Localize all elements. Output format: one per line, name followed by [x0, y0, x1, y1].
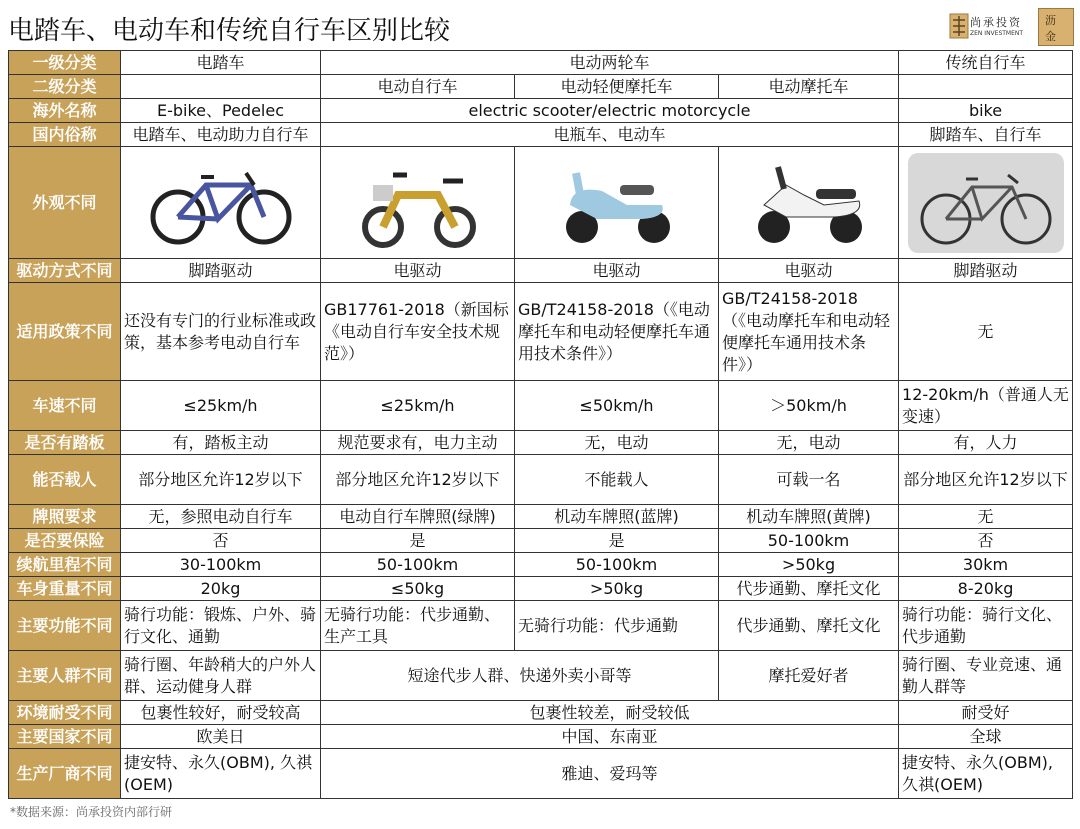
- table-cell: 电驱动: [515, 259, 719, 283]
- table-cell: 是: [515, 529, 719, 553]
- table-cell: 可载一名: [719, 455, 899, 505]
- light-electric-moped-icon: [542, 155, 692, 250]
- table-row: [9, 529, 1073, 553]
- table-cell: 机动车牌照(黄牌): [719, 505, 899, 529]
- company-logo: [944, 8, 1076, 46]
- table-cell: >50kg: [719, 553, 899, 577]
- row-header: 牌照要求: [9, 505, 121, 529]
- table-cell: ≤50km/h: [515, 381, 719, 431]
- traditional-bicycle-icon: [908, 153, 1064, 253]
- table-row: [9, 505, 1073, 529]
- row-header: 国内俗称: [9, 123, 121, 147]
- table-cell: 电踏车、电动助力自行车: [121, 123, 321, 147]
- table-cell: 骑行功能：骑行文化、代步通勤: [899, 601, 1073, 651]
- table-cell: E-bike、Pedelec: [121, 99, 321, 123]
- table-cell: 耐受好: [899, 701, 1073, 725]
- table-cell: 不能载人: [515, 455, 719, 505]
- table-cell: 30-100km: [121, 553, 321, 577]
- table-row: [9, 283, 1073, 381]
- table-cell: 捷安特、永久(OBM), 久祺(OEM): [899, 749, 1073, 799]
- table-cell: 无，电动: [515, 431, 719, 455]
- table-cell: 无骑行功能：代步通勤、生产工具: [321, 601, 515, 651]
- logo-badge-line1: 沥: [1045, 14, 1056, 27]
- table-cell: ≤50kg: [321, 577, 515, 601]
- table-cell: 是: [321, 529, 515, 553]
- electric-motorcycle-icon: [734, 155, 884, 250]
- table-cell: 有，人力: [899, 431, 1073, 455]
- table-row: [9, 553, 1073, 577]
- table-row: [9, 51, 1073, 75]
- table-cell: 有，踏板主动: [121, 431, 321, 455]
- row-header: 能否载人: [9, 455, 121, 505]
- table-cell: 无: [899, 505, 1073, 529]
- table-cell: 无骑行功能：代步通勤: [515, 601, 719, 651]
- table-cell: 摩托爱好者: [719, 651, 899, 701]
- table-cell: 否: [121, 529, 321, 553]
- row-header: 续航里程不同: [9, 553, 121, 577]
- table-cell: 脚踏驱动: [121, 259, 321, 283]
- table-cell: 无，参照电动自行车: [121, 505, 321, 529]
- table-cell: [121, 75, 321, 99]
- table-row: [9, 455, 1073, 505]
- table-cell: 机动车牌照(蓝牌): [515, 505, 719, 529]
- table-cell: 否: [899, 529, 1073, 553]
- table-cell: ≤25km/h: [321, 381, 515, 431]
- table-cell: 全球: [899, 725, 1073, 749]
- table-row: [9, 147, 1073, 259]
- logo-chinese: 尚承投资: [970, 16, 1022, 29]
- row-header: 主要国家不同: [9, 725, 121, 749]
- table-cell: 包裹性较好，耐受较高: [121, 701, 321, 725]
- table-row: [9, 75, 1073, 99]
- table-cell: 电动自行车牌照(绿牌): [321, 505, 515, 529]
- table-cell: 50-100km: [515, 553, 719, 577]
- table-cell: 电瓶车、电动车: [321, 123, 899, 147]
- logo-badge: [1038, 8, 1074, 46]
- table-cell: 短途代步人群、快递外卖小哥等: [321, 651, 719, 701]
- table-cell: 电踏车: [121, 51, 321, 75]
- table-cell: 骑行功能：锻炼、户外、骑行文化、通勤: [121, 601, 321, 651]
- table-cell: 代步通勤、摩托文化: [719, 577, 899, 601]
- table-row: [9, 577, 1073, 601]
- table-cell: 电驱动: [719, 259, 899, 283]
- logo-english: ZEN INVESTMENT: [970, 30, 1024, 37]
- table-row: [9, 259, 1073, 283]
- table-cell: 20kg: [121, 577, 321, 601]
- table-cell: electric scooter/electric motorcycle: [321, 99, 899, 123]
- image-cell: [515, 147, 719, 259]
- page-title: 电踏车、电动车和传统自行车区别比较: [8, 16, 451, 46]
- table-cell: ＞50km/h: [719, 381, 899, 431]
- table-cell: 无: [899, 283, 1073, 381]
- table-row: [9, 99, 1073, 123]
- table-cell: 50-100km: [719, 529, 899, 553]
- table-row: [9, 701, 1073, 725]
- row-header: 车速不同: [9, 381, 121, 431]
- table-cell: 规范要求有，电力主动: [321, 431, 515, 455]
- table-cell: 部分地区允许12岁以下: [121, 455, 321, 505]
- table-cell: GB/T24158-2018（《电动摩托车和电动轻便摩托车通用技术条件》）: [719, 283, 899, 381]
- row-header: 是否有踏板: [9, 431, 121, 455]
- table-cell: 无，电动: [719, 431, 899, 455]
- table-cell: 传统自行车: [899, 51, 1073, 75]
- image-cell: [719, 147, 899, 259]
- table-cell: 还没有专门的行业标准或政策，基本参考电动自行车: [121, 283, 321, 381]
- table-cell: 雅迪、爱玛等: [321, 749, 899, 799]
- table-row: [9, 431, 1073, 455]
- table-row: [9, 749, 1073, 799]
- table-cell: 骑行圈、专业竞速、通勤人群等: [899, 651, 1073, 701]
- footnote: *数据来源：尚承投资内部行研: [10, 805, 173, 819]
- row-header: 是否要保险: [9, 529, 121, 553]
- comparison-table: [8, 50, 1073, 799]
- row-header: 环境耐受不同: [9, 701, 121, 725]
- table-cell: GB/T24158-2018（《电动摩托车和电动轻便摩托车通用技术条件》）: [515, 283, 719, 381]
- table-cell: 脚踏驱动: [899, 259, 1073, 283]
- table-row: [9, 601, 1073, 651]
- table-cell: ≤25km/h: [121, 381, 321, 431]
- table-cell: 骑行圈、年龄稍大的户外人群、运动健身人群: [121, 651, 321, 701]
- row-header: 一级分类: [9, 51, 121, 75]
- row-header: 车身重量不同: [9, 577, 121, 601]
- image-cell: [321, 147, 515, 259]
- row-header: 主要功能不同: [9, 601, 121, 651]
- row-header: 驱动方式不同: [9, 259, 121, 283]
- table-row: [9, 725, 1073, 749]
- row-header: 主要人群不同: [9, 651, 121, 701]
- table-cell: 部分地区允许12岁以下: [899, 455, 1073, 505]
- table-cell: 50-100km: [321, 553, 515, 577]
- image-cell: [121, 147, 321, 259]
- table-cell: 欧美日: [121, 725, 321, 749]
- table-cell: 电动两轮车: [321, 51, 899, 75]
- row-header: 生产厂商不同: [9, 749, 121, 799]
- table-cell: [899, 75, 1073, 99]
- electric-bicycle-icon: [343, 155, 493, 250]
- row-header: 外观不同: [9, 147, 121, 259]
- table-row: [9, 651, 1073, 701]
- table-cell: 脚踏车、自行车: [899, 123, 1073, 147]
- table-cell: 电驱动: [321, 259, 515, 283]
- row-header: 二级分类: [9, 75, 121, 99]
- table-row: [9, 381, 1073, 431]
- table-cell: 部分地区允许12岁以下: [321, 455, 515, 505]
- table-cell: 8-20kg: [899, 577, 1073, 601]
- table-cell: GB17761-2018（新国标《电动自行车安全技术规范》）: [321, 283, 515, 381]
- table-cell: 中国、东南亚: [321, 725, 899, 749]
- table-cell: 电动自行车: [321, 75, 515, 99]
- table-cell: 电动轻便摩托车: [515, 75, 719, 99]
- logo-mark-icon: [948, 12, 970, 40]
- table-cell: 捷安特、永久(OBM), 久祺(OEM): [121, 749, 321, 799]
- table-cell: 30km: [899, 553, 1073, 577]
- table-cell: 包裹性较差，耐受较低: [321, 701, 899, 725]
- mountain-ebike-icon: [146, 155, 296, 250]
- table-row: [9, 123, 1073, 147]
- table-cell: 代步通勤、摩托文化: [719, 601, 899, 651]
- row-header: 海外名称: [9, 99, 121, 123]
- table-cell: 12-20km/h（普通人无变速）: [899, 381, 1073, 431]
- table-cell: >50kg: [515, 577, 719, 601]
- row-header: 适用政策不同: [9, 283, 121, 381]
- image-cell: [899, 147, 1073, 259]
- logo-badge-line2: 金: [1045, 30, 1056, 43]
- table-cell: bike: [899, 99, 1073, 123]
- table-cell: 电动摩托车: [719, 75, 899, 99]
